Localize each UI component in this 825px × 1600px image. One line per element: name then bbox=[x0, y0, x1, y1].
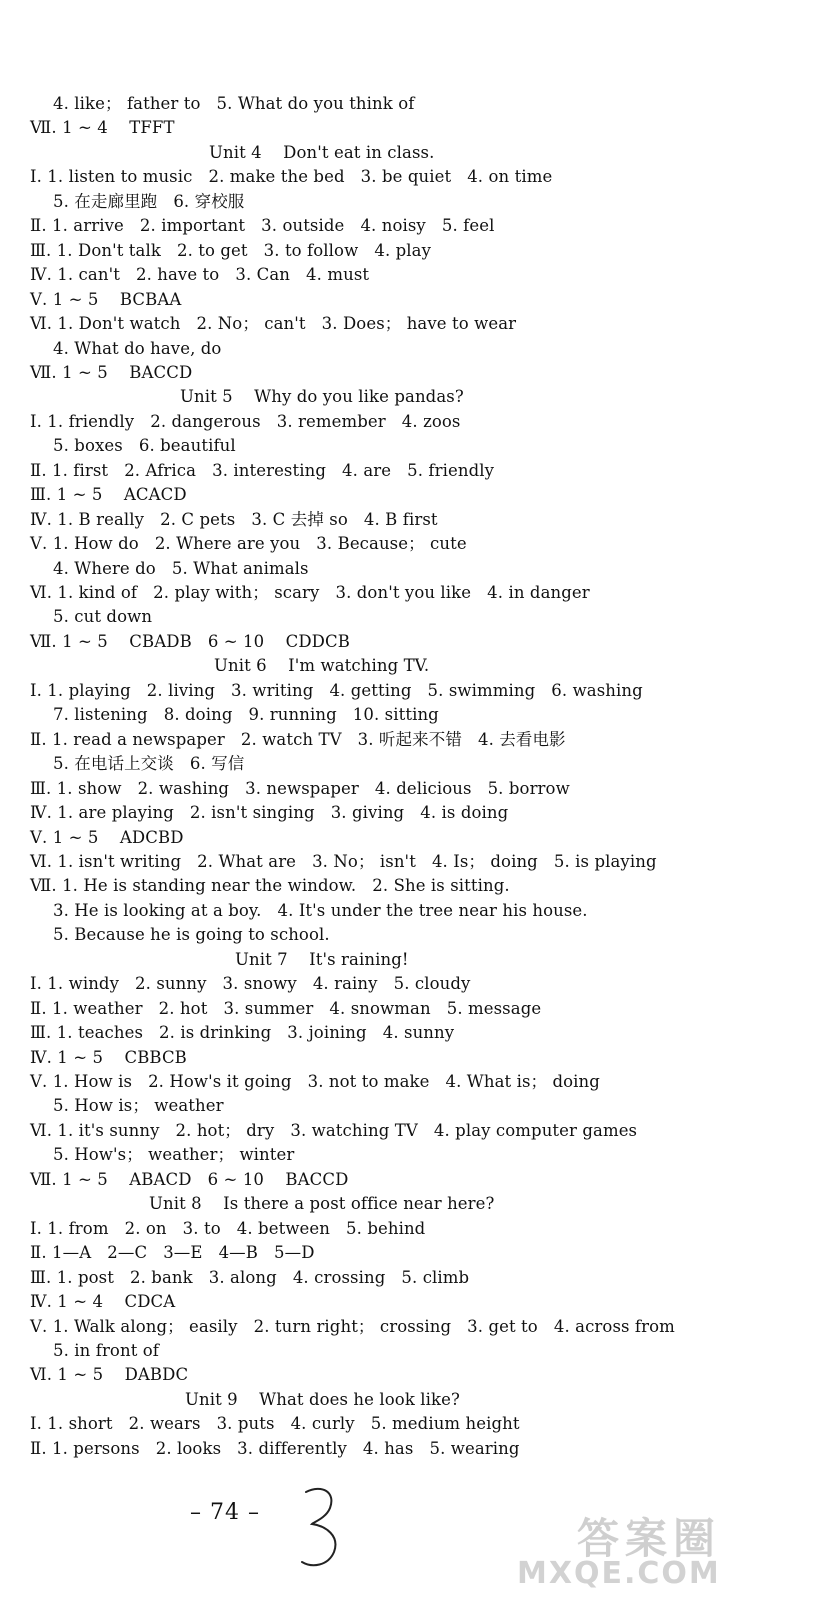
answer-line: 4. like； father to 5. What do you think of bbox=[53, 94, 415, 113]
page-number: – 74 – bbox=[190, 1500, 260, 1525]
answer-line: 5. boxes 6. beautiful bbox=[53, 436, 236, 456]
answer-line: Ⅴ. 1 ~ 5 BCBAA bbox=[30, 289, 182, 309]
answer-line: Ⅰ. 1. windy 2. sunny 3. snowy 4. rainy 5. cloudy bbox=[30, 974, 471, 994]
answer-line: Ⅵ. 1. kind of 2. play with； scary 3. don't you like 4. in danger bbox=[30, 583, 590, 602]
answer-line: Ⅶ. 1 ~ 5 CBADB 6 ~ 10 CDDCB bbox=[30, 631, 350, 651]
unit-heading: Unit 8 Is there a post office near here? bbox=[149, 1194, 495, 1214]
answer-line: Ⅱ. 1. read a newspaper 2. watch TV 3. 听起来不错 4. 去看电影 bbox=[30, 729, 566, 749]
answer-line: Ⅲ. 1. show 2. washing 3. newspaper 4. delicious 5. borrow bbox=[30, 778, 570, 798]
answer-line: Ⅳ. 1. can't 2. have to 3. Can 4. must bbox=[30, 265, 370, 285]
answer-line: Ⅲ. 1. post 2. bank 3. along 4. crossing 5. climb bbox=[30, 1267, 470, 1287]
watermark-logo-text: 答案圈 bbox=[577, 1514, 722, 1563]
answer-line: Ⅳ. 1. are playing 2. isn't singing 3. giving 4. is doing bbox=[30, 803, 509, 823]
answer-line: Ⅱ. 1. first 2. Africa 3. interesting 4. are 5. friendly bbox=[30, 460, 495, 480]
watermark bbox=[517, 1506, 817, 1592]
answer-line: 5. 在电话上交谈 6. 写信 bbox=[53, 754, 245, 774]
answer-line: Ⅴ. 1 ~ 5 ADCBD bbox=[30, 827, 184, 847]
answer-line: Ⅲ. 1. Don't talk 2. to get 3. to follow 4. play bbox=[30, 240, 432, 260]
answer-line: 5. Because he is going to school. bbox=[53, 925, 330, 945]
answer-line: Ⅰ. 1. short 2. wears 3. puts 4. curly 5. medium height bbox=[30, 1414, 520, 1434]
unit-heading: Unit 4 Don't eat in class. bbox=[209, 142, 435, 162]
answer-line: 5. How's； weather； winter bbox=[53, 1145, 295, 1165]
answer-line: Ⅵ. 1. Don't watch 2. No； can't 3. Does； have to wear bbox=[30, 314, 517, 334]
answer-line: 5. How is； weather bbox=[53, 1096, 224, 1116]
answer-line: 7. listening 8. doing 9. running 10. sitting bbox=[53, 705, 439, 725]
answer-line: Ⅴ. 1. How is 2. How's it going 3. not to make 4. What is； doing bbox=[30, 1072, 600, 1091]
answer-line: Ⅱ. 1. arrive 2. important 3. outside 4. noisy 5. feel bbox=[30, 216, 495, 236]
unit-heading: Unit 7 It's raining! bbox=[235, 949, 409, 969]
answer-line: Ⅶ. 1 ~ 5 ABACD 6 ~ 10 BACCD bbox=[30, 1169, 349, 1189]
unit-heading: Unit 9 What does he look like? bbox=[185, 1389, 460, 1409]
answer-line: 5. cut down bbox=[53, 607, 153, 627]
answer-line: Ⅶ. 1 ~ 5 BACCD bbox=[30, 362, 193, 382]
answer-line: Ⅱ. 1. persons 2. looks 3. differently 4. has 5. wearing bbox=[30, 1438, 520, 1458]
answer-line: Ⅲ. 1 ~ 5 ACACD bbox=[30, 485, 187, 505]
answer-line: 4. Where do 5. What animals bbox=[53, 558, 309, 578]
unit-heading: Unit 6 I'm watching TV. bbox=[214, 656, 430, 676]
answer-line: 5. in front of bbox=[53, 1340, 160, 1360]
answer-line: Ⅶ. 1 ~ 4 TFFT bbox=[30, 118, 175, 138]
answer-line: Ⅲ. 1. teaches 2. is drinking 3. joining 4. sunny bbox=[30, 1023, 455, 1043]
answer-line: Ⅰ. 1. from 2. on 3. to 4. between 5. behind bbox=[30, 1218, 426, 1238]
answer-line: Ⅳ. 1 ~ 4 CDCA bbox=[30, 1292, 176, 1312]
answer-line: Ⅰ. 1. friendly 2. dangerous 3. remember 4. zoos bbox=[30, 411, 461, 431]
answer-line: Ⅴ. 1. How do 2. Where are you 3. Because； cute bbox=[30, 534, 467, 554]
answer-line: 5. 在走廊里跑 6. 穿校服 bbox=[53, 191, 245, 211]
answer-line: Ⅳ. 1. B really 2. C pets 3. C 去掉 so 4. B first bbox=[30, 509, 438, 529]
answer-line: Ⅰ. 1. playing 2. living 3. writing 4. getting 5. swimming 6. washing bbox=[30, 680, 643, 700]
unit-heading: Unit 5 Why do you like pandas? bbox=[180, 387, 464, 407]
answer-line: Ⅶ. 1. He is standing near the window. 2. She is sitting. bbox=[30, 876, 510, 896]
answer-line: Ⅰ. 1. listen to music 2. make the bed 3. be quiet 4. on time bbox=[30, 167, 553, 187]
answer-line: Ⅱ. 1—A 2—C 3—E 4—B 5—D bbox=[30, 1243, 315, 1263]
answer-line: Ⅳ. 1 ~ 5 CBBCB bbox=[30, 1047, 187, 1067]
answer-line: Ⅴ. 1. Walk along； easily 2. turn right； crossing 3. get to 4. across from bbox=[30, 1316, 675, 1336]
answer-line: 4. What do have, do bbox=[53, 338, 222, 358]
handwritten-scribble bbox=[292, 1482, 352, 1572]
answer-line: Ⅱ. 1. weather 2. hot 3. summer 4. snowman 5. message bbox=[30, 998, 542, 1018]
answer-line: Ⅵ. 1 ~ 5 DABDC bbox=[30, 1365, 189, 1385]
watermark-url: MXQE.COM bbox=[517, 1556, 721, 1591]
answer-line: Ⅵ. 1. it's sunny 2. hot； dry 3. watching TV 4. play computer games bbox=[30, 1120, 638, 1140]
answer-line: Ⅵ. 1. isn't writing 2. What are 3. No； isn't 4. Is； doing 5. is playing bbox=[30, 851, 657, 871]
answer-line: 3. He is looking at a boy. 4. It's under the tree near his house. bbox=[53, 900, 588, 920]
